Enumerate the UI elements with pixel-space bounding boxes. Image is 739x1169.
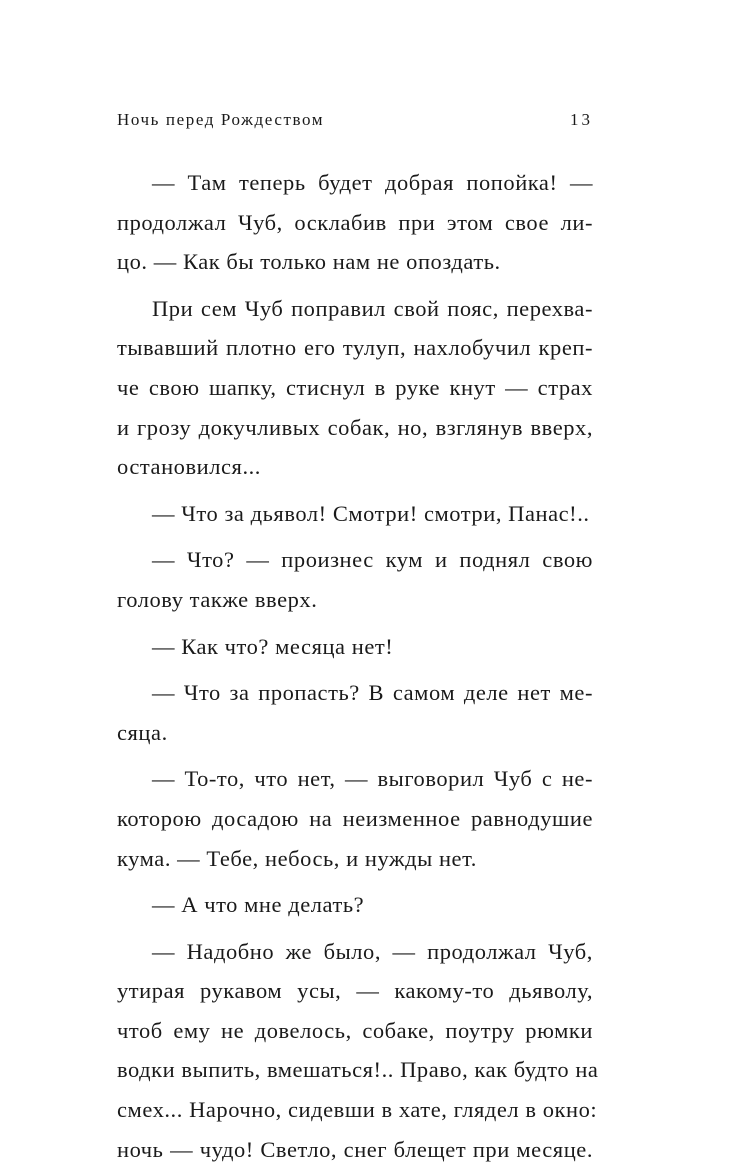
paragraph [117, 932, 599, 1169]
paragraph [117, 289, 593, 487]
paragraph-gap [117, 487, 593, 494]
text-line: — Что за дьявол! Смотри! смотри, Панас!.. [152, 500, 590, 526]
paragraph [117, 627, 593, 667]
text-line: водки выпить, вмешаться!.. Право, как будто на [117, 1057, 599, 1083]
page-number: 13 [570, 110, 593, 129]
text-line: — Там теперь будет добрая попойка! — [152, 170, 593, 195]
text-line: — Надобно же было, — продолжал Чуб, [152, 938, 593, 964]
text-line: которою досадою на неизменное равнодушие [117, 805, 593, 831]
paragraph-gap [117, 620, 593, 627]
text-line: — Что? — произнес кум и поднял свою [152, 547, 593, 573]
text-line: ночь — чудо! Светло, снег блещет при месяце. [117, 1136, 593, 1162]
text-line: чтоб ему не довелось, собаке, поутру рюмки [117, 1017, 593, 1043]
text-line: смех... Нарочно, сидевши в хате, глядел в окно: [117, 1097, 598, 1123]
paragraph [117, 540, 593, 619]
text-line: сяца. [117, 719, 168, 745]
paragraph-gap [117, 282, 593, 289]
text-line: продолжал Чуб, осклабив при этом свое ли- [117, 209, 593, 235]
text-line: — Что за пропасть? В самом деле нет ме- [152, 680, 593, 706]
text-line: — То-то, что нет, — выговорил Чуб с не- [152, 766, 593, 792]
text-line: При сем Чуб поправил свой пояс, перехва- [152, 295, 593, 321]
paragraph-gap [117, 666, 593, 673]
running-title: Ночь перед Рождеством [117, 110, 325, 129]
text-line: голову также вверх. [117, 586, 318, 612]
text-line: — А что мне делать? [152, 892, 365, 918]
paragraph [117, 163, 593, 282]
text-line: утирая рукавом усы, — какому-то дьяволу, [117, 978, 593, 1004]
text-line: остановился... [117, 454, 261, 480]
paragraph-gap [117, 533, 593, 540]
running-header [117, 110, 593, 134]
paragraph [117, 885, 593, 925]
text-line: и грозу докучливых собак, но, взглянув вверх, [117, 414, 593, 440]
text-line: тывавший плотно его тулуп, нахлобучил креп- [117, 335, 593, 361]
paragraph-gap [117, 752, 593, 759]
paragraph-gap [117, 925, 593, 932]
body-text [117, 163, 599, 1169]
text-line: кума. — Тебе, небось, и нужды нет. [117, 845, 477, 871]
paragraph [117, 759, 593, 878]
text-line: — Как что? месяца нет! [152, 633, 394, 659]
text-line: че свою шапку, стиснул в руке кнут — страх [117, 374, 593, 400]
paragraph [117, 673, 593, 752]
text-line: цо. — Как бы только нам не опоздать. [117, 249, 501, 275]
paragraph [117, 494, 593, 534]
paragraph-gap [117, 878, 593, 885]
